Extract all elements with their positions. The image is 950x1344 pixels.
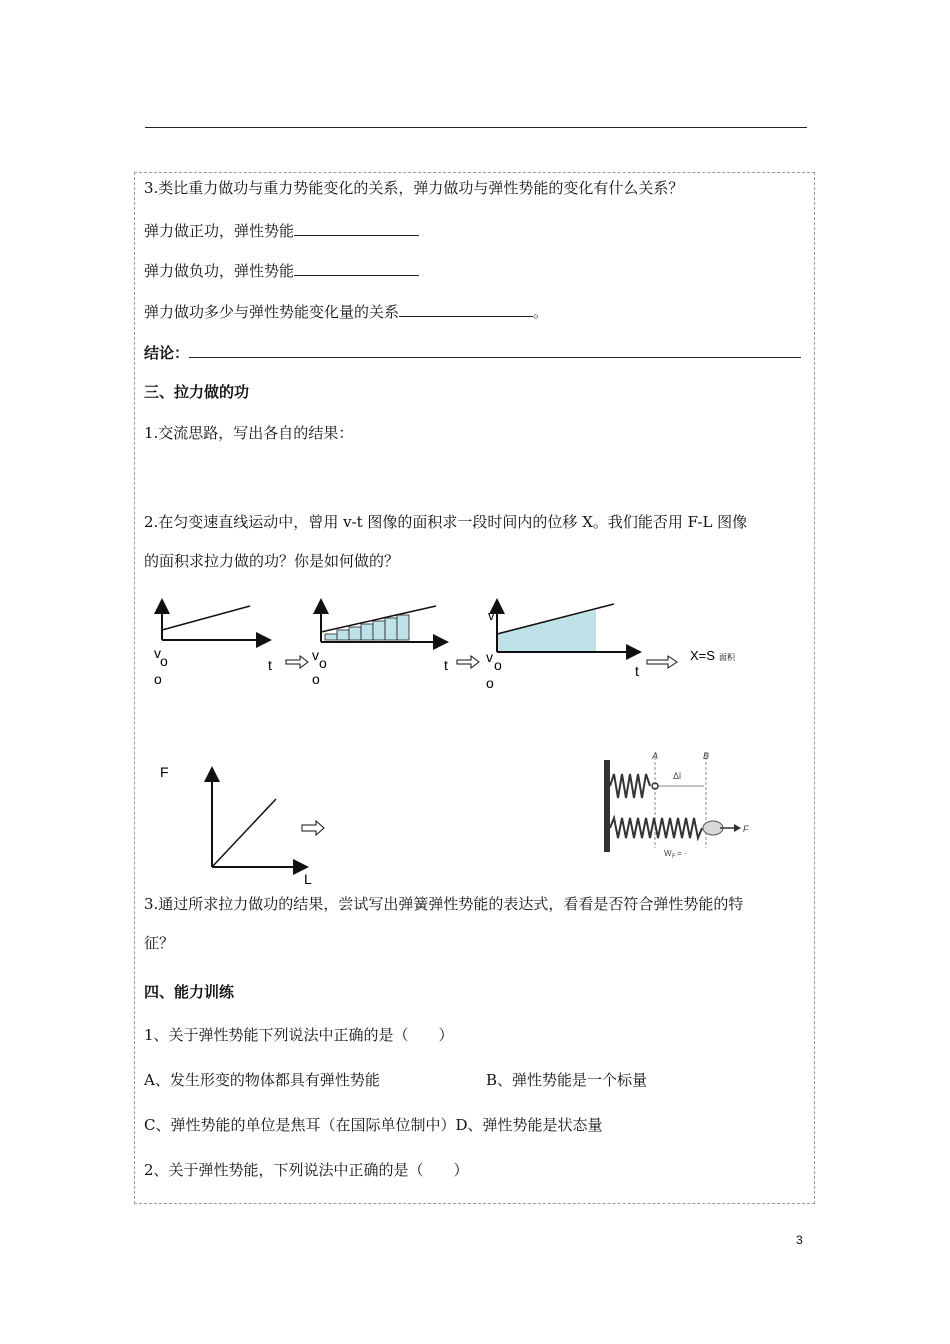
section-3-question-2-line-2: 的面积求拉力做的功？你是如何做的？ xyxy=(144,552,400,570)
exercise-1-options-cd xyxy=(144,1115,603,1135)
header-rule xyxy=(145,127,807,128)
displacement-formula-subscript: 面积 xyxy=(719,653,735,662)
question-3-intro: 3.类比重力做功与重力势能变化的关系，弹力做功与弹性势能的变化有什么关系？ xyxy=(144,179,684,197)
exercise-2: 2、关于弹性势能，下列说法中正确的是（ ） xyxy=(144,1161,469,1179)
implies-arrow-icon xyxy=(300,820,330,836)
section-3-question-3-line-2: 征？ xyxy=(144,934,175,952)
delta-l-label: Δl xyxy=(673,771,682,781)
l-axis-label: L xyxy=(304,871,312,887)
point-b-label: B xyxy=(703,751,710,761)
section-3-question-1: 1.交流思路，写出各自的结果： xyxy=(144,424,354,442)
period: 。 xyxy=(533,303,549,321)
positive-work-line xyxy=(144,219,419,241)
v-label: v xyxy=(154,645,161,661)
work-caption: W xyxy=(664,849,672,858)
o-label: o xyxy=(486,675,494,691)
negative-work-text: 弹力做负功，弹性势能 xyxy=(144,262,295,280)
point-a-label: A xyxy=(652,751,659,761)
exercise-1: 1、关于弹性势能下列说法中正确的是（ ） xyxy=(144,1026,454,1044)
conclusion-line xyxy=(144,341,801,363)
page-number: 3 xyxy=(796,1233,803,1247)
vt-graph-plain xyxy=(154,602,272,687)
answer-blank[interactable] xyxy=(294,259,419,276)
exercise-1-options-ab xyxy=(144,1070,648,1090)
implies-arrow-icon xyxy=(647,656,677,668)
spring-figure xyxy=(600,748,750,860)
force-label: F xyxy=(743,824,749,834)
option-a[interactable]: A、发生形变的物体都具有弹性势能 xyxy=(144,1071,380,1089)
displacement-formula: X=S xyxy=(690,648,715,663)
conclusion-label: 结论： xyxy=(144,344,190,362)
t-label: t xyxy=(444,657,448,673)
positive-work-text: 弹力做正功，弹性势能 xyxy=(144,222,295,240)
implies-arrow-icon xyxy=(457,656,479,668)
v-label: v xyxy=(488,608,495,623)
option-c[interactable]: C、弹性势能的单位是焦耳（在国际单位制中） xyxy=(144,1116,456,1134)
section-3-question-2-line-1: 2.在匀变速直线运动中，曾用 v-t 图像的面积求一段时间内的位移 X。我们能否用 F-L 图像 xyxy=(144,513,748,531)
o-label: o xyxy=(312,671,320,687)
section-3-title: 三、拉力做的功 xyxy=(144,383,250,401)
fl-graph xyxy=(150,760,320,890)
o-label: o xyxy=(494,657,502,673)
v-label: v xyxy=(486,649,493,665)
negative-work-line xyxy=(144,259,419,281)
answer-blank[interactable] xyxy=(399,300,533,317)
section-3-question-3-line-1: 3.通过所求拉力做功的结果，尝试写出弹簧弹性势能的表达式，看看是否符合弹性势能的特 xyxy=(144,895,744,913)
o-label: o xyxy=(160,653,168,669)
work-caption-tail: = · xyxy=(677,849,687,858)
option-b[interactable]: B、弹性势能是一个标量 xyxy=(486,1071,648,1089)
t-label: t xyxy=(635,663,639,679)
answer-blank[interactable] xyxy=(294,219,419,236)
vt-graph-sequence xyxy=(140,590,780,700)
work-relation-text: 弹力做功多少与弹性势能变化量的关系 xyxy=(144,303,400,321)
conclusion-blank[interactable] xyxy=(189,341,801,358)
work-caption-subscript: F xyxy=(672,854,676,860)
v-label: v xyxy=(312,647,319,663)
o-label: o xyxy=(319,655,327,671)
work-relation-line xyxy=(144,300,548,322)
vt-graph-rectangles xyxy=(312,602,448,687)
t-label: t xyxy=(268,657,272,673)
o-label: o xyxy=(154,671,162,687)
f-axis-label: F xyxy=(160,764,169,780)
section-4-title: 四、能力训练 xyxy=(144,983,235,1001)
option-d[interactable]: D、弹性势能是状态量 xyxy=(455,1116,603,1134)
implies-arrow-icon xyxy=(286,656,308,668)
vt-graph-area xyxy=(486,602,639,691)
